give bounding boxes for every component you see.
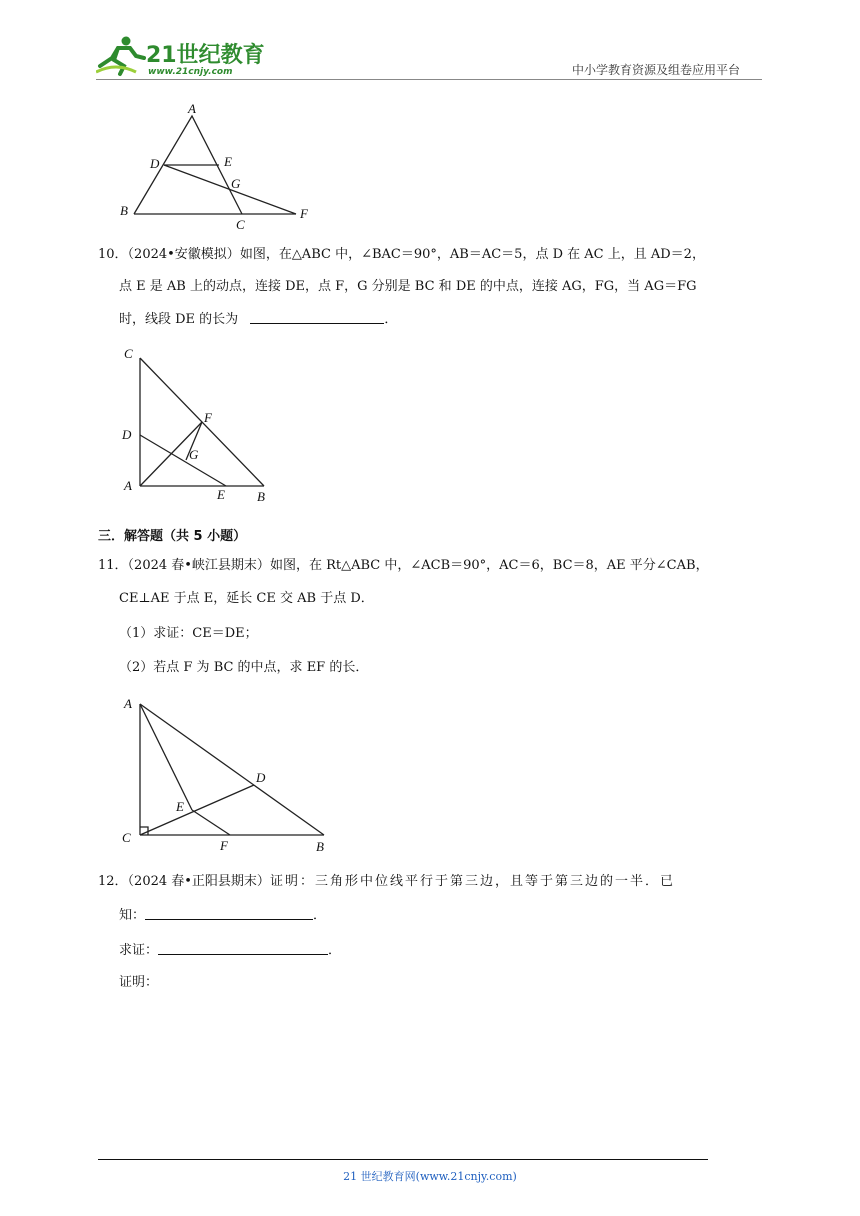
label-b: B	[120, 203, 128, 218]
q10-text-1: 如图，在△ABC 中，∠BAC＝90°，AB＝AC＝5，点 D 在 AC 上，且 AD＝2，	[239, 247, 705, 262]
section-title: 三．解答题（共 5 小题）	[98, 529, 247, 544]
q10-number: 10．	[98, 247, 128, 262]
label-a: A	[188, 101, 196, 116]
label-e: E	[224, 154, 232, 169]
label-a: A	[124, 478, 132, 493]
figure-q11	[116, 690, 336, 856]
label-g: G	[231, 176, 241, 191]
q10-line3	[119, 311, 397, 328]
label-b: B	[257, 489, 265, 504]
q12-text: 证明：三角形中位线平行于第三边，且等于第三边的一半．已	[269, 874, 675, 889]
q12-prove-line	[119, 942, 341, 959]
segment-cd	[140, 785, 254, 835]
q11-part1: （1）求证：CE＝DE；	[119, 626, 258, 641]
q12-known-blank[interactable]	[145, 907, 313, 920]
q12-prove-label: 求证：	[119, 943, 159, 958]
segment-ae	[140, 704, 192, 810]
label-c: C	[122, 830, 131, 845]
q11-line1	[98, 558, 709, 574]
footer-divider	[98, 1159, 708, 1160]
q12-prove-blank[interactable]	[158, 942, 328, 955]
q11-text-1: 如图，在 Rt△ABC 中，∠ACB＝90°，AC＝6，BC＝8，AE 平分∠CAB，	[269, 558, 709, 573]
segment-ef	[192, 810, 230, 835]
figure-q9	[112, 100, 322, 234]
label-e: E	[217, 487, 225, 502]
q12-prove-end: ．	[328, 943, 342, 958]
label-a: A	[124, 696, 132, 711]
segment-de	[140, 435, 226, 486]
label-b: B	[316, 839, 324, 854]
label-f: F	[204, 410, 212, 425]
footer-link[interactable]: 21 世纪教育网(www.21cnjy.com)	[343, 1170, 517, 1183]
q10-line2: 点 E 是 AB 上的动点，连接 DE，点 F，G 分别是 BC 和 DE 的中点，连接 AG，FG，当 AG＝FG	[119, 279, 697, 294]
q10-answer-blank[interactable]	[250, 311, 384, 324]
q12-source: （2024 春•正阳县期末）	[127, 874, 270, 889]
q10-source: （2024•安徽模拟）	[127, 247, 240, 262]
q11-part2: （2）若点 F 为 BC 的中点，求 EF 的长．	[119, 660, 369, 675]
label-g: G	[189, 447, 199, 462]
q12-known-line	[119, 907, 326, 924]
label-c: C	[236, 217, 245, 232]
label-e: E	[176, 799, 184, 814]
side-ab	[140, 704, 324, 835]
label-d: D	[150, 156, 160, 171]
q12-proof-label: 证明：	[119, 975, 159, 990]
logo-url: www.21cnjy.com	[148, 67, 233, 77]
q12-number: 12．	[98, 874, 128, 889]
runner-icon	[96, 37, 144, 75]
q11-number: 11．	[98, 558, 128, 573]
q12-known-end: ．	[313, 908, 327, 923]
label-c: C	[124, 346, 133, 361]
platform-name: 中小学教育资源及组卷应用平台	[572, 63, 741, 77]
figure-q10	[116, 340, 280, 506]
line-df	[164, 165, 296, 214]
site-logo	[96, 32, 266, 78]
q10-text-3: 时，线段 DE 的长为	[119, 312, 239, 327]
label-f: F	[300, 206, 308, 221]
logo-text: 21世纪教育	[146, 43, 265, 68]
q11-line2: CE⊥AE 于点 E，延长 CE 交 AB 于点 D．	[119, 591, 374, 606]
header-divider	[96, 79, 762, 80]
label-f: F	[220, 838, 228, 853]
q12-line1	[98, 874, 675, 890]
q11-source: （2024 春•峡江县期末）	[127, 558, 270, 573]
label-d: D	[256, 770, 266, 785]
label-d: D	[122, 427, 132, 442]
q10-line1	[98, 247, 705, 263]
q12-known-label: 知：	[119, 908, 146, 923]
q10-end: ．	[384, 312, 398, 327]
